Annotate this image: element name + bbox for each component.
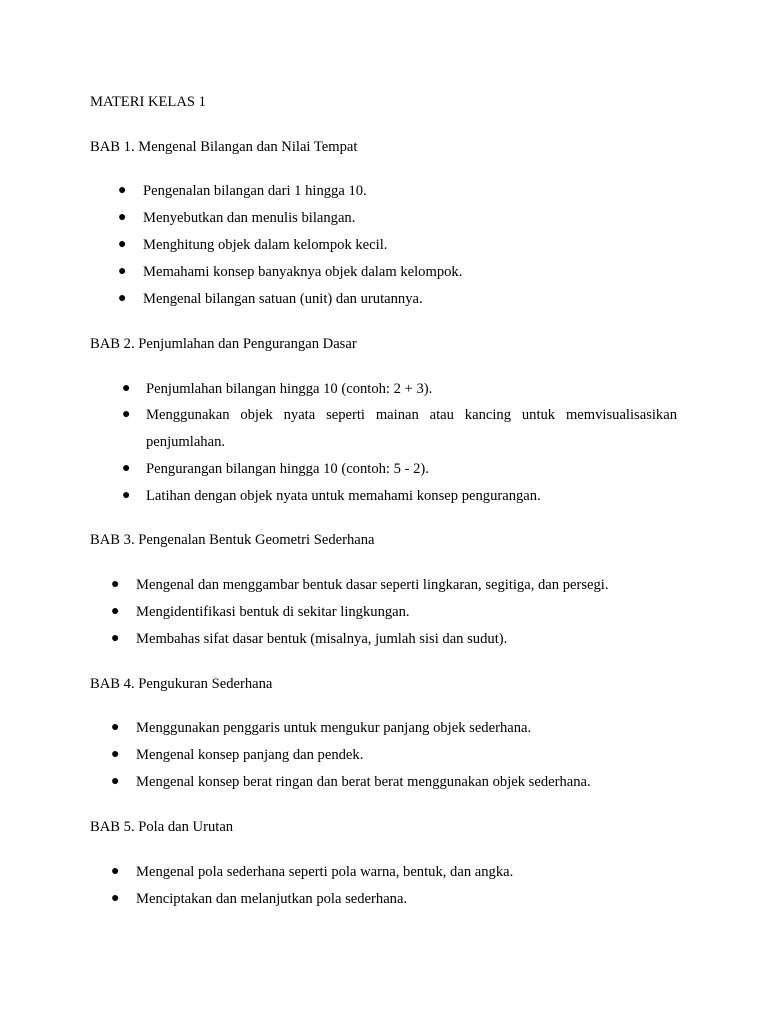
list-item-text: Pengenalan bilangan dari 1 hingga 10.	[143, 183, 367, 199]
list-item	[111, 863, 696, 881]
list-item-text: Mengenal konsep panjang dan pendek.	[136, 747, 364, 763]
bullet-icon: ●	[122, 461, 131, 476]
list-item-text: Pengurangan bilangan hingga 10 (contoh: 5 - 2).	[146, 461, 429, 477]
list-item-text: Menyebutkan dan menulis bilangan.	[143, 210, 356, 226]
bullet-icon: ●	[118, 183, 127, 198]
document-title: MATERI KELAS 1	[90, 94, 206, 110]
list-item	[122, 406, 677, 424]
bullet-icon: ●	[118, 237, 127, 252]
list-item-text: Menciptakan dan melanjutkan pola sederhana.	[136, 891, 408, 907]
chapter-5-heading: BAB 5. Pola dan Urutan	[90, 819, 234, 835]
list-item-text: Mengidentifikasi bentuk di sekitar lingkungan.	[136, 604, 410, 620]
bullet-icon: ●	[118, 264, 127, 279]
list-item	[118, 263, 683, 281]
bullet-icon: ●	[122, 488, 131, 503]
list-item-continuation	[146, 433, 677, 451]
list-item	[111, 719, 696, 737]
list-item	[118, 290, 683, 308]
chapter-4-heading: BAB 4. Pengukuran Sederhana	[90, 676, 273, 692]
chapter-3-heading: BAB 3. Pengenalan Bentuk Geometri Sederhana	[90, 532, 375, 548]
list-item	[111, 603, 696, 621]
list-item-text: Menggunakan penggaris untuk mengukur panjang objek sederhana.	[136, 720, 532, 736]
list-item-text: Memahami konsep banyaknya objek dalam kelompok.	[143, 264, 463, 280]
list-item	[122, 460, 677, 478]
list-item	[111, 746, 696, 764]
bullet-icon: ●	[118, 291, 127, 306]
list-item-text: penjumlahan.	[146, 434, 226, 450]
list-item-text: Mengenal pola sederhana seperti pola warna, bentuk, dan angka.	[136, 864, 514, 880]
bullet-icon: ●	[122, 381, 131, 396]
bullet-icon: ●	[111, 720, 120, 735]
list-item	[111, 890, 696, 908]
list-item-text: Penjumlahan bilangan hingga 10 (contoh: 2 + 3).	[146, 381, 433, 397]
list-item-text: Mengenal dan menggambar bentuk dasar seperti lingkaran, segitiga, dan persegi.	[136, 577, 609, 593]
list-item	[111, 630, 696, 648]
list-item	[118, 182, 683, 200]
list-item-text: Membahas sifat dasar bentuk (misalnya, jumlah sisi dan sudut).	[136, 631, 508, 647]
bullet-icon: ●	[122, 407, 131, 422]
list-item	[111, 576, 696, 594]
bullet-icon: ●	[111, 774, 120, 789]
bullet-icon: ●	[111, 864, 120, 879]
list-item	[118, 236, 683, 254]
list-item	[118, 209, 683, 227]
list-item	[122, 380, 677, 398]
list-item-text: Mengenal konsep berat ringan dan berat berat menggunakan objek sederhana.	[136, 774, 591, 790]
bullet-icon: ●	[111, 577, 120, 592]
bullet-icon: ●	[111, 747, 120, 762]
list-item-text: Mengenal bilangan satuan (unit) dan urutannya.	[143, 291, 423, 307]
bullet-icon: ●	[111, 891, 120, 906]
bullet-icon: ●	[118, 210, 127, 225]
chapter-2-heading: BAB 2. Penjumlahan dan Pengurangan Dasar	[90, 336, 357, 352]
chapter-1-heading: BAB 1. Mengenal Bilangan dan Nilai Tempat	[90, 139, 358, 155]
bullet-icon: ●	[111, 604, 120, 619]
list-item	[111, 773, 696, 791]
bullet-icon: ●	[111, 631, 120, 646]
list-item-text: Menghitung objek dalam kelompok kecil.	[143, 237, 388, 253]
list-item-text: Menggunakan objek nyata seperti mainan atau kancing untuk memvisualisasikan	[146, 407, 677, 423]
list-item	[122, 487, 677, 505]
list-item-text: Latihan dengan objek nyata untuk memahami konsep pengurangan.	[146, 488, 541, 504]
